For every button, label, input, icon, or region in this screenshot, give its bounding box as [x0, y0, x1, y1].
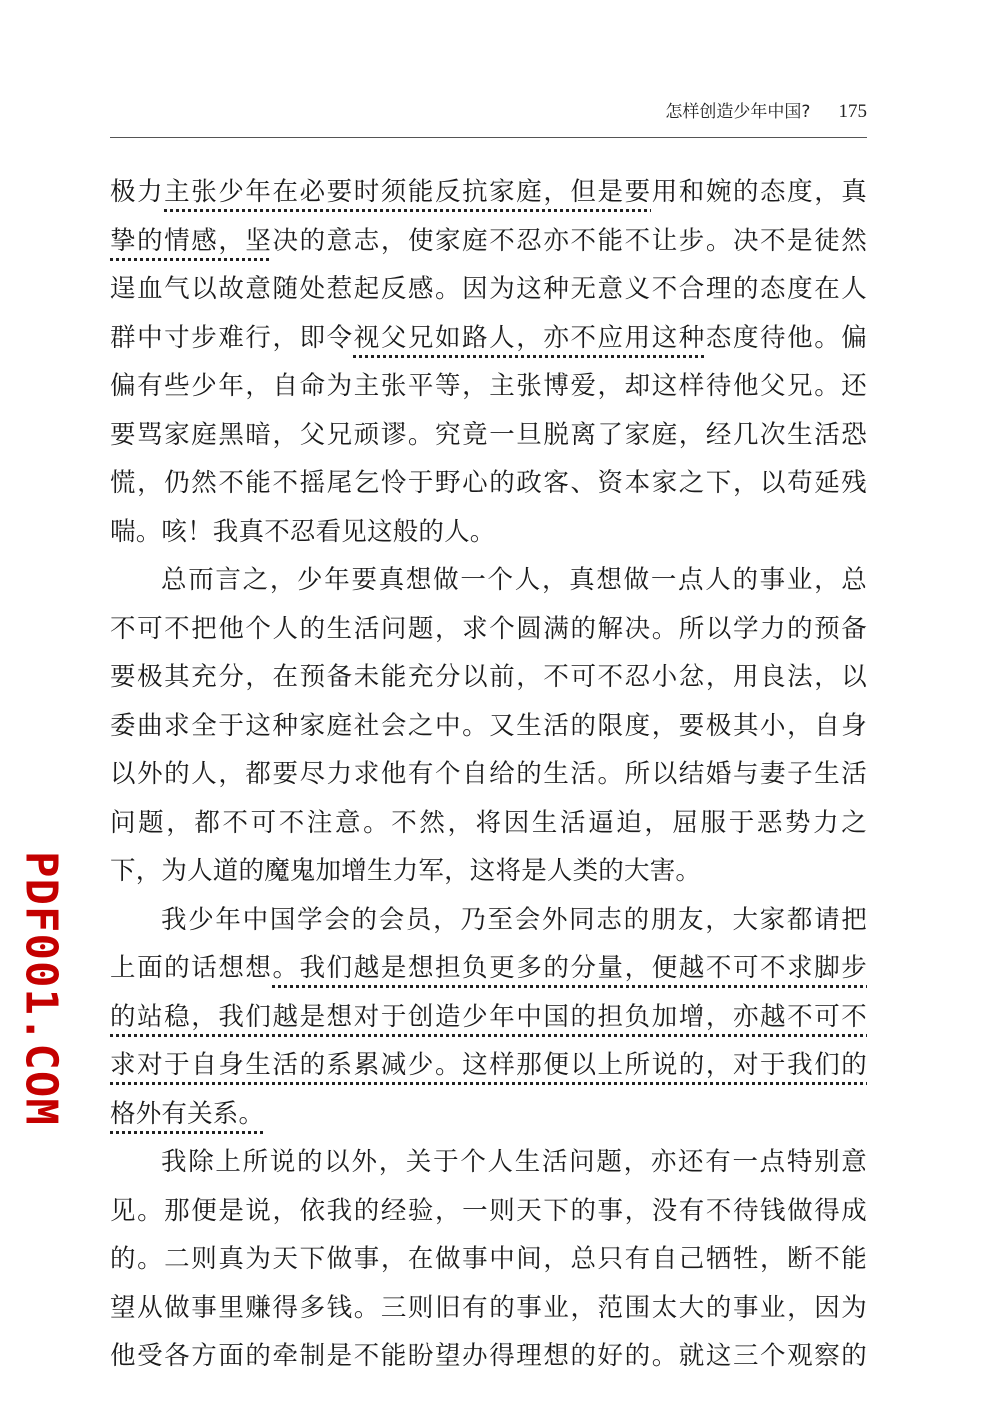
text-line: 望从做事里赚得多钱。三则旧有的事业，范围太大的事业，因为	[110, 1292, 867, 1323]
text-line	[110, 1090, 867, 1139]
emphasis-span: 求对于自身生活的系累减少。这样那便以上所说的，对于我们的	[110, 1050, 867, 1080]
emphasis-span: 挚的情感，坚	[110, 225, 273, 256]
text-line: 慌，仍然不能不摇尾乞怜于野心的政客、资本家之下，以苟延残	[110, 468, 867, 498]
watermark	[6, 851, 76, 1126]
text-line: 喘。咳！我真不忍看见这般的人。	[110, 516, 496, 547]
header-rule	[110, 137, 867, 138]
watermark-text: PDF001.COM	[15, 851, 67, 1126]
text-line: 群中寸步难行，即令视父兄如路人，亦不应用这种态度待他。偏	[110, 322, 867, 353]
text-line: 偏有些少年，自命为主张平等，主张博爱，却这样待他父兄。还	[110, 371, 867, 401]
text-line: 见。那便是说，依我的经验，一则天下的事，没有不待钱做得成	[110, 1195, 867, 1226]
text-line: 我除上所说的以外，关于个人生活问题，亦还有一点特别意	[161, 1147, 867, 1177]
emphasis-span: 主张少年在必要时须能反抗家庭，但是要	[164, 177, 652, 207]
text-line: 逞血气以故意随处惹起反感。因为这种无意义不合理的态度在人	[110, 274, 867, 304]
text-line: 我少年中国学会的会员，乃至会外同志的朋友，大家都请把	[161, 904, 867, 935]
text-line: 委曲求全于这种家庭社会之中。又生活的限度，要极其小，自身	[110, 710, 867, 741]
text-line: 极力主张少年在必要时须能反抗家庭，但是要用和婉的态度，真	[110, 177, 867, 207]
text-line: 上面的话想想。我们越是想担负更多的分量，便越不可不求脚步	[110, 953, 867, 983]
emphasis-span: 视父兄如路人，亦不应用这种	[353, 322, 706, 353]
text-line: 以外的人，都要尽力求他有个自给的生活。所以结婚与妻子生活	[110, 759, 867, 789]
text-line: 下，为人道的魔鬼加增生力军，这将是人类的大害。	[110, 856, 702, 886]
text-line: 总而言之，少年要真想做一个人，真想做一点人的事业，总	[161, 565, 867, 595]
text-line: 不可不把他个人的生活问题，求个圆满的解决。所以学力的预备	[110, 613, 867, 644]
text-line: 他受各方面的牵制是不能盼望办得理想的好的。就这三个观察的	[110, 1341, 867, 1371]
running-header	[110, 96, 867, 126]
page-number: 175	[838, 101, 867, 122]
emphasis-span: 。我们越是想担负更多的分量，便越不可不求脚步	[272, 953, 867, 983]
body-text	[110, 168, 867, 1381]
chapter-title: 怎样创造少年中国?	[665, 102, 811, 122]
text-line: 挚的情感，坚决的意志，使家庭不忍亦不能不让步。决不是徒然	[110, 225, 867, 256]
text-line: 的。二则真为天下做事，在做事中间，总只有自己牺牲，断不能	[110, 1244, 867, 1274]
emphasis-span: 的站稳，我们越是想对于创造少年中国的担负加增，亦越不可不	[110, 1001, 867, 1032]
emphasis-span: 格外有关系。	[110, 1098, 265, 1129]
text-line	[110, 1041, 867, 1090]
text-line: 要骂家庭黑暗，父兄顽谬。究竟一旦脱离了家庭，经几次生活恐	[110, 419, 867, 450]
text-line	[110, 993, 867, 1042]
text-line: 要极其充分，在预备未能充分以前，不可不忍小忿，用良法，以	[110, 662, 867, 692]
text-line: 问题，都不可不注意。不然，将因生活逼迫，屈服于恶势力之	[110, 807, 867, 838]
